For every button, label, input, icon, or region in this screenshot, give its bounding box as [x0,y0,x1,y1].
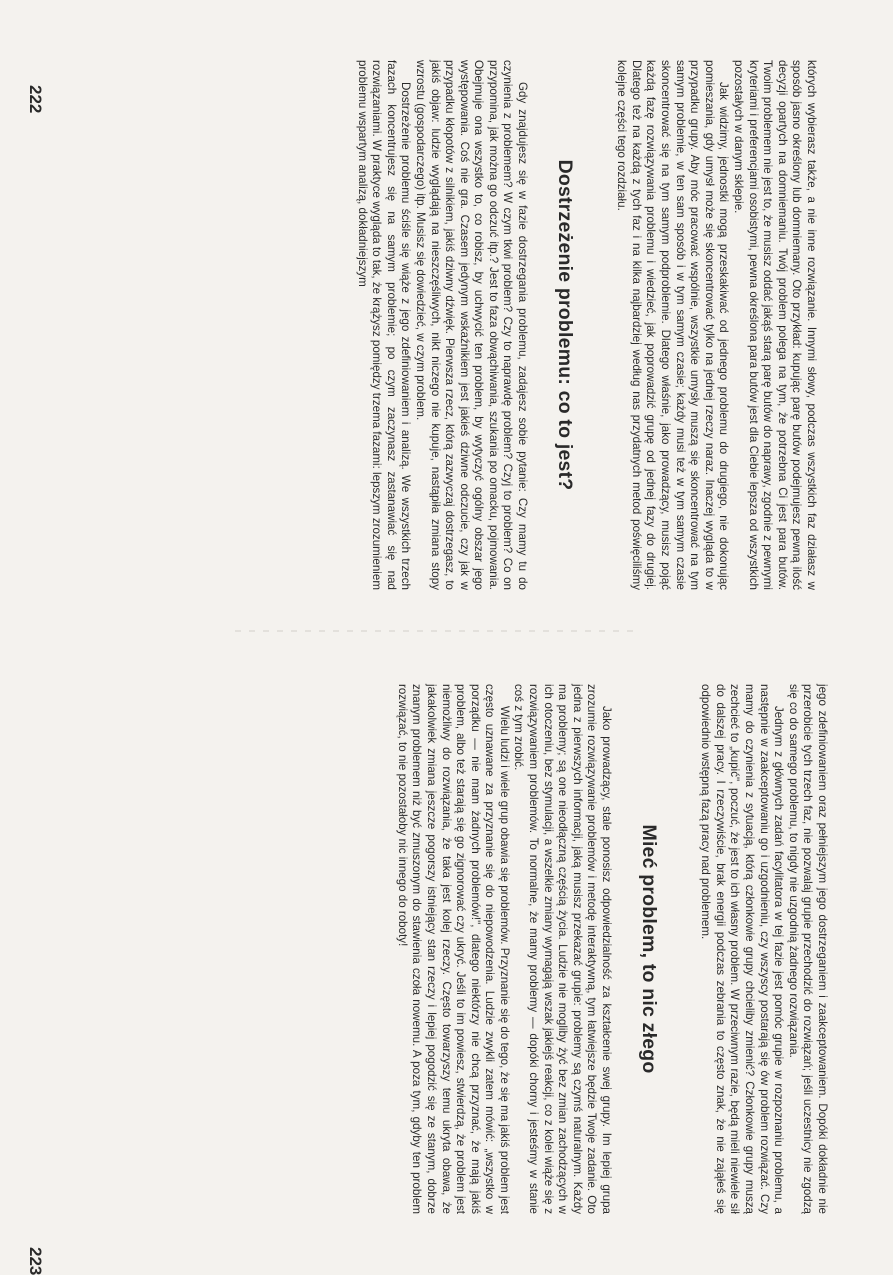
paragraph: Gdy znajdujesz się w fazie dostrzegania problemu, zadajesz sobie pytanie: Czy mamy tu do czynienia z problemem? W czym tkwi problem? Czy to naprawdę problem? Czyj to problem? Co on przypomina, jak można go odczuć itp.? Jest to faza obwąchiwania, szukania po omacku, pojmowania. Obejmuje ona wszystko to, co robisz, by uchwycić ten problem, by wytyczyć ogólny obszar jego występowania. Coś nie gra. Czasem jedynym wskaźnikiem jest jakieś dziwne odczucie, czy jak w przypadku kłopotów z silnikiem, jakiś dziwny dźwięk. Pierwsza rzecz, którą zazwyczaj dostrzegasz, to jakiś objaw: ludzie wyglądają na nieszczęśliwych, nikt niczego nie kupuje, nastąpiła zmiana stopy wzrostu (gospodarczego) itp. Musisz się dowiedzieć, w czym problem. [413,60,530,590]
paragraph: których wybierasz także, a nie inne rozwiązanie. Innymi słowy, podczas wszystkich faz działasz w sposób jasno określony lub domniemany. Oto przykład: kupując parę butów podejmujesz pewną ilość decyzji opartych na domniemaniu. Twój problem polega na tym, że potrzebna Ci jest para butów. Twoim problemem nie jest to, że musisz oddać jakąś starą parę butów do naprawy, zgodnie z pewnymi kryteriami i preferencjami osobistymi, pewna określona para butów jest dla Ciebie lepsza od wszystkich pozostałych w danym sklepie. [732,60,818,590]
paragraph: Dostrzeżenie problemu ściśle się wiąże z jego zdefiniowaniem i analizą. We wszystkich trzech fazach koncentrujesz się na samym problemie; po czym zaczynasz zastanawiać się nad rozwiązaniami. W praktyce wygląda to tak, że krążysz pomiędzy trzema fazami: lepszym zrozumieniem problemu wspartym analizą, dokładniejszym [355,60,413,590]
page-number: 223 [26,1247,45,1275]
paragraph: Wielu ludzi i wiele grup obawia się problemów. Przyznanie się do tego, że się ma jakiś problem jest często uznawane za przyznanie się do niepowodzenia. Ludzie zwykli zatem mówić: „wszystko w porządku — nie mam żadnych problemów!", dlatego niektórzy nie chcą przyznać, że mają jakiś problem, albo też starają się go zignorować czy ukryć. Jeśli to im powiesz, stwierdzą, że problem jest niemożliwy do rozwiązania, że taka jest kolej rzeczy. Często towarzyszy temu ukryta obawa, że jakakolwiek zmiana jeszcze pogorszy istniejący stan rzeczy i lepiej pogodzić się ze stanym, dobrze znanym problemem niż być zmuszonym do stawienia czoła nowemu. A poza tym, gdyby ten problem rozwiązać, to nie pozostałoby nic innego do roboty! [395,684,511,1214]
paragraph: Jako prowadzący, stale ponosisz odpowiedzialność za kształcenie swej grupy. Im lepiej grupa zrozumie rozwiązywanie problemów i metodę interaktywną, tym łatwiejsze będzie Twoje zadanie. Oto jedna z pierwszych informacji, jaką musisz przekazać grupie: problemy są czymś naturalnym. Każdy ma problemy; są one nieodłączną częścią życia. Ludzie nie mogliby żyć bez zmian zachodzących w ich otoczeniu, bez stymulacji, a wszelkie zmiany wymagają wszak jakiejś reakcji, co z kolei wiąże się z rozwiązywaniem problemów. To normalne, że mamy problemy — dopóki chorny i jesteśmy w stanie coś z tym zrobić. [512,684,614,1214]
section-heading: Dostrzeżenie problemu: co to jest? [553,159,576,491]
right-page-text [394,684,829,1214]
left-page-text [354,60,818,590]
page-number: 222 [26,85,45,114]
right-page [0,632,893,1275]
paragraph: jego zdefiniowaniem oraz pełniejszym jego dostrzeganiem i zaakceptowaniem. Dopóki dokładnie nie przerobicie tych trzech faz, nie pozwalaj grupie przechodzić do rozwiązań; jeśli uczestnicy nie zgodzą się co do samego problemu, to nigdy nie uzgodnią żadnego rozwiązania. [786,684,829,1214]
paragraph: Jednym z głównych zadań facylitatora w tej fazie jest pomóc grupie w rozpoznaniu problemu, a następnie w zaakceptowaniu go i uzgodnieniu, czy wszyscy postarają się ów problem rozwiązać. Czy mamy do czynienia z sytuacją, którą członkowie grupy chcieliby zmienić? Członkowie grupy muszą zechcieć to „kupić", poczuć, że jest to ich własny problem. W przeciwnym razie, będą mieli niewiele sił do dalszej pracy. I rzeczywiście, brak energii podczas zebrania to często znak, że nie zająłeś się odpowiednio wstępną fazą pracy nad problemem. [699,684,786,1214]
paragraph: Jak widzimy, jednostki mogą przeskakiwać od jednego problemu do drugiego, nie dokonując pomieszania, gdy umysł może się skoncentrować tylko na jednej rzeczy naraz. Inaczej wygląda to w przypadku grupy. Aby móc pracować wspólnie, wszystkie umysły muszą się skoncentrować na tym samym problemie, w ten sam sposób i w tym samym czasie; każdy musi też w tym samym czasie skoncentrować się na tym samym podproblemie. Dlatego właśnie, jako prowadzący, musisz pojąć każdą fazę rozwiązywania problemu i wiedzieć, jak poprowadzić grupę od jednej fazy do drugiej. Dlatego też na każdą z tych faz i na kilka najbardziej według nas przydatnych metod poświęciliśmy kolejne części tego rozdziału. [615,60,731,590]
left-page [0,0,893,631]
section-heading: Mieć problem, to nic złego [637,824,660,1074]
